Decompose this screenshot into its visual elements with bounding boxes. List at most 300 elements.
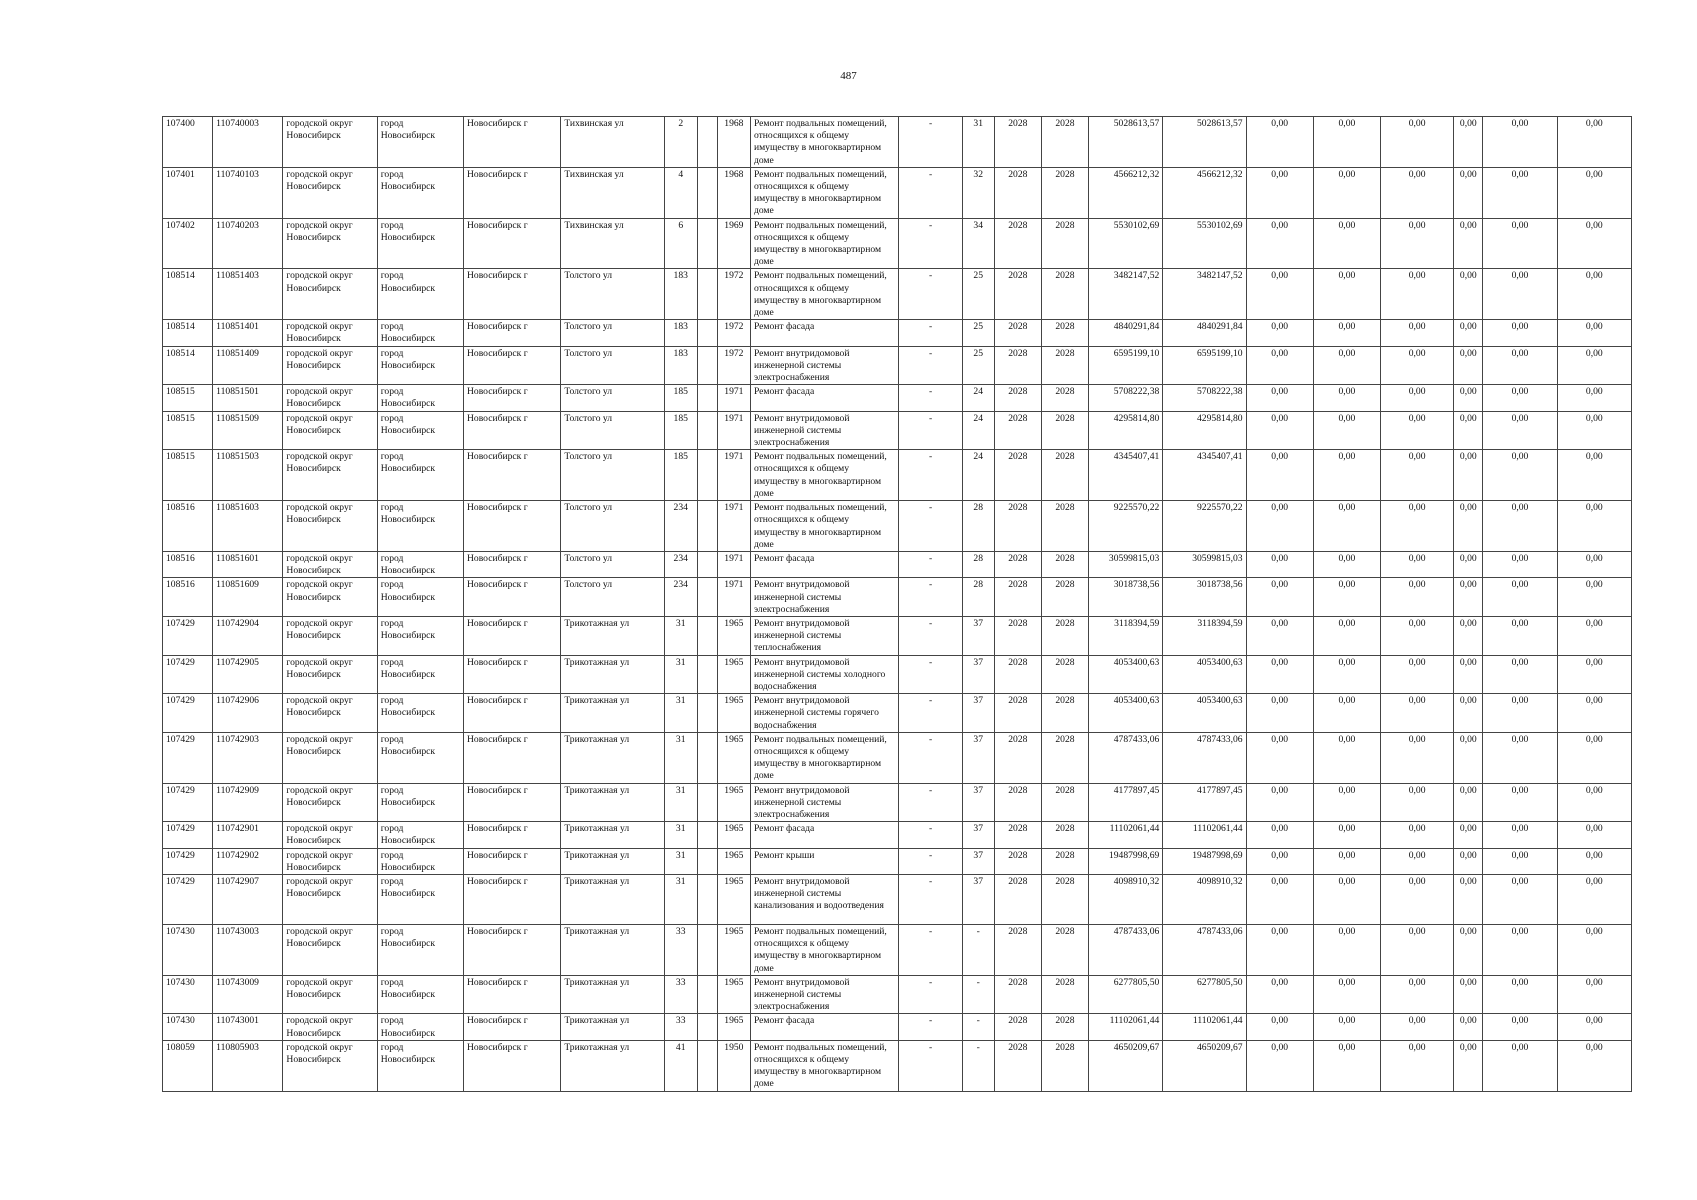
cell-field-b: 37: [962, 848, 994, 874]
cell-cost: 3118394,59: [1089, 616, 1163, 655]
cell-amount-2: 0,00: [1313, 117, 1380, 168]
cell-amount-4: 0,00: [1454, 1014, 1483, 1040]
cell-cost: 30599815,03: [1089, 551, 1163, 577]
cell-build-year: 1965: [717, 616, 750, 655]
cell-work-code: 110742902: [213, 848, 283, 874]
cell-amount-4: 0,00: [1454, 117, 1483, 168]
cell-street: Трикотажная ул: [561, 1040, 664, 1091]
cell-field-a: -: [899, 551, 962, 577]
cell-object-id: 107430: [163, 1014, 213, 1040]
cell-settlement: город Новосибирск: [377, 578, 463, 617]
cell-street: Толстого ул: [561, 385, 664, 411]
cell-total-cost: 3018738,56: [1163, 578, 1246, 617]
cell-amount-3: 0,00: [1381, 848, 1454, 874]
cell-plan-year-end: 2028: [1041, 167, 1088, 218]
cell-amount-1: 0,00: [1246, 501, 1313, 552]
cell-amount-6: 0,00: [1557, 385, 1631, 411]
cell-field-a: -: [899, 385, 962, 411]
cell-field-a: -: [899, 269, 962, 320]
cell-house-number: 33: [664, 975, 697, 1014]
cell-street: Толстого ул: [561, 269, 664, 320]
cell-street: Тихвинская ул: [561, 117, 664, 168]
cell-amount-6: 0,00: [1557, 616, 1631, 655]
cell-field-a: -: [899, 1014, 962, 1040]
cell-work-type: Ремонт внутридомовой инженерной системы теплоснабжения: [750, 616, 899, 655]
cell-district: городской округ Новосибирск: [283, 732, 377, 783]
cell-amount-2: 0,00: [1313, 783, 1380, 822]
cell-city: Новосибирск г: [463, 732, 560, 783]
cell-cost: 4177897,45: [1089, 783, 1163, 822]
table-row: [163, 450, 1632, 501]
cell-total-cost: 5708222,38: [1163, 385, 1246, 411]
cell-plan-year-start: 2028: [994, 450, 1041, 501]
cell-house-number: 185: [664, 411, 697, 450]
cell-field-b: 37: [962, 874, 994, 924]
cell-settlement: город Новосибирск: [377, 1040, 463, 1091]
cell-house-number: 31: [664, 694, 697, 733]
cell-field-b: 37: [962, 694, 994, 733]
cell-city: Новосибирск г: [463, 320, 560, 346]
cell-house-number: 31: [664, 732, 697, 783]
cell-plan-year-start: 2028: [994, 411, 1041, 450]
cell-city: Новосибирск г: [463, 218, 560, 269]
cell-total-cost: 5530102,69: [1163, 218, 1246, 269]
cell-work-code: 110742903: [213, 732, 283, 783]
cell-district: городской округ Новосибирск: [283, 975, 377, 1014]
cell-amount-5: 0,00: [1483, 551, 1557, 577]
cell-settlement: город Новосибирск: [377, 694, 463, 733]
cell-work-code: 110740003: [213, 117, 283, 168]
cell-amount-5: 0,00: [1483, 167, 1557, 218]
cell-object-id: 107429: [163, 874, 213, 924]
cell-build-year: 1965: [717, 924, 750, 975]
cell-amount-4: 0,00: [1454, 848, 1483, 874]
cell-amount-4: 0,00: [1454, 1040, 1483, 1091]
cell-amount-4: 0,00: [1454, 975, 1483, 1014]
cell-cost: 5028613,57: [1089, 117, 1163, 168]
cell-field-a: -: [899, 218, 962, 269]
cell-settlement: город Новосибирск: [377, 269, 463, 320]
cell-total-cost: 5028613,57: [1163, 117, 1246, 168]
cell-settlement: город Новосибирск: [377, 320, 463, 346]
cell-amount-1: 0,00: [1246, 578, 1313, 617]
cell-work-code: 110743001: [213, 1014, 283, 1040]
cell-amount-3: 0,00: [1381, 501, 1454, 552]
cell-work-code: 110851501: [213, 385, 283, 411]
cell-city: Новосибирск г: [463, 1014, 560, 1040]
cell-amount-2: 0,00: [1313, 874, 1380, 924]
cell-cost: 4345407,41: [1089, 450, 1163, 501]
cell-amount-6: 0,00: [1557, 167, 1631, 218]
cell-work-type: Ремонт подвальных помещений, относящихся к общему имуществу в многоквартирном доме: [750, 269, 899, 320]
table-row: [163, 616, 1632, 655]
table-row: [163, 924, 1632, 975]
cell-field-a: -: [899, 117, 962, 168]
cell-amount-3: 0,00: [1381, 551, 1454, 577]
cell-amount-6: 0,00: [1557, 218, 1631, 269]
cell-amount-3: 0,00: [1381, 218, 1454, 269]
cell-total-cost: 19487998,69: [1163, 848, 1246, 874]
cell-amount-5: 0,00: [1483, 320, 1557, 346]
cell-street: Трикотажная ул: [561, 822, 664, 848]
cell-building-letter: [697, 218, 717, 269]
cell-object-id: 107429: [163, 822, 213, 848]
cell-amount-5: 0,00: [1483, 1014, 1557, 1040]
cell-building-letter: [697, 269, 717, 320]
cell-building-letter: [697, 320, 717, 346]
cell-field-a: -: [899, 501, 962, 552]
cell-amount-3: 0,00: [1381, 732, 1454, 783]
cell-amount-1: 0,00: [1246, 655, 1313, 694]
cell-plan-year-end: 2028: [1041, 975, 1088, 1014]
cell-street: Толстого ул: [561, 501, 664, 552]
cell-street: Толстого ул: [561, 551, 664, 577]
cell-field-a: -: [899, 822, 962, 848]
cell-field-a: -: [899, 1040, 962, 1091]
cell-street: Толстого ул: [561, 320, 664, 346]
cell-district: городской округ Новосибирск: [283, 1014, 377, 1040]
cell-amount-6: 0,00: [1557, 411, 1631, 450]
cell-building-letter: [697, 501, 717, 552]
cell-amount-3: 0,00: [1381, 924, 1454, 975]
cell-field-b: 37: [962, 732, 994, 783]
cell-amount-4: 0,00: [1454, 269, 1483, 320]
cell-building-letter: [697, 694, 717, 733]
cell-settlement: город Новосибирск: [377, 874, 463, 924]
cell-amount-5: 0,00: [1483, 848, 1557, 874]
cell-amount-5: 0,00: [1483, 117, 1557, 168]
cell-amount-4: 0,00: [1454, 346, 1483, 385]
cell-street: Трикотажная ул: [561, 616, 664, 655]
cell-building-letter: [697, 1040, 717, 1091]
cell-field-b: 24: [962, 450, 994, 501]
cell-build-year: 1965: [717, 822, 750, 848]
cell-amount-4: 0,00: [1454, 411, 1483, 450]
cell-plan-year-end: 2028: [1041, 411, 1088, 450]
cell-building-letter: [697, 655, 717, 694]
cell-settlement: город Новосибирск: [377, 551, 463, 577]
cell-object-id: 107430: [163, 975, 213, 1014]
cell-house-number: 31: [664, 822, 697, 848]
cell-plan-year-end: 2028: [1041, 783, 1088, 822]
cell-amount-2: 0,00: [1313, 551, 1380, 577]
cell-object-id: 107401: [163, 167, 213, 218]
cell-amount-6: 0,00: [1557, 924, 1631, 975]
cell-amount-2: 0,00: [1313, 346, 1380, 385]
cell-street: Трикотажная ул: [561, 924, 664, 975]
cell-field-b: 25: [962, 269, 994, 320]
cell-amount-2: 0,00: [1313, 218, 1380, 269]
cell-amount-4: 0,00: [1454, 385, 1483, 411]
cell-settlement: город Новосибирск: [377, 411, 463, 450]
cell-cost: 4787433,06: [1089, 732, 1163, 783]
table-row: [163, 578, 1632, 617]
cell-amount-4: 0,00: [1454, 616, 1483, 655]
cell-amount-2: 0,00: [1313, 578, 1380, 617]
cell-object-id: 107400: [163, 117, 213, 168]
cell-build-year: 1971: [717, 551, 750, 577]
cell-district: городской округ Новосибирск: [283, 346, 377, 385]
cell-house-number: 234: [664, 578, 697, 617]
cell-build-year: 1965: [717, 1014, 750, 1040]
cell-field-b: 24: [962, 385, 994, 411]
cell-build-year: 1950: [717, 1040, 750, 1091]
cell-work-type: Ремонт подвальных помещений, относящихся к общему имуществу в многоквартирном доме: [750, 732, 899, 783]
cell-plan-year-start: 2028: [994, 874, 1041, 924]
cell-amount-6: 0,00: [1557, 450, 1631, 501]
cell-amount-5: 0,00: [1483, 924, 1557, 975]
cell-house-number: 31: [664, 874, 697, 924]
cell-amount-2: 0,00: [1313, 655, 1380, 694]
cell-building-letter: [697, 822, 717, 848]
cell-street: Трикотажная ул: [561, 874, 664, 924]
cell-amount-4: 0,00: [1454, 924, 1483, 975]
cell-settlement: город Новосибирск: [377, 501, 463, 552]
cell-build-year: 1972: [717, 320, 750, 346]
cell-cost: 11102061,44: [1089, 822, 1163, 848]
cell-build-year: 1971: [717, 501, 750, 552]
cell-district: городской округ Новосибирск: [283, 501, 377, 552]
cell-amount-6: 0,00: [1557, 346, 1631, 385]
cell-building-letter: [697, 975, 717, 1014]
cell-field-b: 28: [962, 551, 994, 577]
repair-schedule-table: [162, 116, 1632, 1092]
cell-total-cost: 3118394,59: [1163, 616, 1246, 655]
cell-cost: 5708222,38: [1089, 385, 1163, 411]
cell-plan-year-start: 2028: [994, 822, 1041, 848]
cell-field-b: 37: [962, 655, 994, 694]
cell-amount-6: 0,00: [1557, 655, 1631, 694]
cell-amount-3: 0,00: [1381, 385, 1454, 411]
cell-amount-6: 0,00: [1557, 578, 1631, 617]
cell-district: городской округ Новосибирск: [283, 694, 377, 733]
cell-street: Трикотажная ул: [561, 732, 664, 783]
table-row: [163, 167, 1632, 218]
cell-district: городской округ Новосибирск: [283, 218, 377, 269]
cell-amount-5: 0,00: [1483, 218, 1557, 269]
table-row: [163, 732, 1632, 783]
cell-city: Новосибирск г: [463, 385, 560, 411]
cell-district: городской округ Новосибирск: [283, 385, 377, 411]
cell-amount-5: 0,00: [1483, 1040, 1557, 1091]
cell-object-id: 107429: [163, 848, 213, 874]
cell-field-b: 37: [962, 783, 994, 822]
cell-city: Новосибирск г: [463, 167, 560, 218]
cell-amount-5: 0,00: [1483, 822, 1557, 848]
cell-work-code: 110851403: [213, 269, 283, 320]
cell-city: Новосибирск г: [463, 1040, 560, 1091]
cell-object-id: 108515: [163, 450, 213, 501]
cell-building-letter: [697, 578, 717, 617]
cell-amount-3: 0,00: [1381, 450, 1454, 501]
cell-amount-6: 0,00: [1557, 848, 1631, 874]
cell-settlement: город Новосибирск: [377, 450, 463, 501]
cell-total-cost: 4295814,80: [1163, 411, 1246, 450]
cell-district: городской округ Новосибирск: [283, 822, 377, 848]
cell-work-type: Ремонт внутридомовой инженерной системы электроснабжения: [750, 411, 899, 450]
cell-amount-3: 0,00: [1381, 167, 1454, 218]
cell-plan-year-start: 2028: [994, 117, 1041, 168]
table-row: [163, 874, 1632, 924]
cell-city: Новосибирск г: [463, 411, 560, 450]
cell-plan-year-end: 2028: [1041, 874, 1088, 924]
cell-work-code: 110851601: [213, 551, 283, 577]
cell-field-a: -: [899, 346, 962, 385]
cell-cost: 4787433,06: [1089, 924, 1163, 975]
cell-object-id: 108514: [163, 346, 213, 385]
cell-field-b: 28: [962, 501, 994, 552]
cell-build-year: 1965: [717, 848, 750, 874]
cell-field-a: -: [899, 975, 962, 1014]
cell-total-cost: 4345407,41: [1163, 450, 1246, 501]
cell-build-year: 1968: [717, 117, 750, 168]
cell-plan-year-start: 2028: [994, 848, 1041, 874]
cell-plan-year-start: 2028: [994, 578, 1041, 617]
cell-amount-5: 0,00: [1483, 975, 1557, 1014]
cell-amount-2: 0,00: [1313, 1014, 1380, 1040]
cell-field-a: -: [899, 848, 962, 874]
cell-cost: 3018738,56: [1089, 578, 1163, 617]
cell-district: городской округ Новосибирск: [283, 578, 377, 617]
cell-plan-year-start: 2028: [994, 1040, 1041, 1091]
cell-amount-3: 0,00: [1381, 616, 1454, 655]
cell-amount-2: 0,00: [1313, 822, 1380, 848]
cell-build-year: 1971: [717, 411, 750, 450]
cell-amount-5: 0,00: [1483, 694, 1557, 733]
cell-total-cost: 3482147,52: [1163, 269, 1246, 320]
cell-building-letter: [697, 616, 717, 655]
cell-work-code: 110851401: [213, 320, 283, 346]
cell-build-year: 1965: [717, 694, 750, 733]
cell-amount-1: 0,00: [1246, 551, 1313, 577]
cell-building-letter: [697, 117, 717, 168]
cell-plan-year-end: 2028: [1041, 732, 1088, 783]
cell-work-code: 110851509: [213, 411, 283, 450]
cell-work-code: 110742907: [213, 874, 283, 924]
cell-cost: 9225570,22: [1089, 501, 1163, 552]
cell-amount-4: 0,00: [1454, 551, 1483, 577]
cell-amount-4: 0,00: [1454, 501, 1483, 552]
cell-settlement: город Новосибирск: [377, 117, 463, 168]
cell-plan-year-end: 2028: [1041, 822, 1088, 848]
cell-amount-6: 0,00: [1557, 501, 1631, 552]
cell-plan-year-start: 2028: [994, 385, 1041, 411]
cell-amount-3: 0,00: [1381, 117, 1454, 168]
cell-city: Новосибирск г: [463, 655, 560, 694]
cell-amount-6: 0,00: [1557, 732, 1631, 783]
cell-house-number: 183: [664, 269, 697, 320]
table-row: [163, 501, 1632, 552]
cell-building-letter: [697, 848, 717, 874]
cell-total-cost: 4840291,84: [1163, 320, 1246, 346]
cell-object-id: 108515: [163, 411, 213, 450]
cell-work-type: Ремонт фасада: [750, 320, 899, 346]
cell-house-number: 41: [664, 1040, 697, 1091]
cell-plan-year-start: 2028: [994, 320, 1041, 346]
cell-amount-2: 0,00: [1313, 1040, 1380, 1091]
cell-amount-3: 0,00: [1381, 346, 1454, 385]
cell-building-letter: [697, 1014, 717, 1040]
cell-work-type: Ремонт внутридомовой инженерной системы электроснабжения: [750, 578, 899, 617]
cell-work-code: 110851609: [213, 578, 283, 617]
cell-plan-year-start: 2028: [994, 269, 1041, 320]
cell-field-a: -: [899, 578, 962, 617]
cell-district: городской округ Новосибирск: [283, 411, 377, 450]
cell-amount-1: 0,00: [1246, 616, 1313, 655]
cell-amount-5: 0,00: [1483, 874, 1557, 924]
cell-work-code: 110742909: [213, 783, 283, 822]
cell-amount-1: 0,00: [1246, 924, 1313, 975]
cell-house-number: 33: [664, 1014, 697, 1040]
cell-amount-1: 0,00: [1246, 218, 1313, 269]
cell-amount-4: 0,00: [1454, 167, 1483, 218]
cell-amount-2: 0,00: [1313, 924, 1380, 975]
cell-cost: 4295814,80: [1089, 411, 1163, 450]
cell-settlement: город Новосибирск: [377, 848, 463, 874]
cell-amount-2: 0,00: [1313, 975, 1380, 1014]
cell-street: Трикотажная ул: [561, 694, 664, 733]
cell-build-year: 1971: [717, 450, 750, 501]
cell-plan-year-end: 2028: [1041, 551, 1088, 577]
cell-building-letter: [697, 783, 717, 822]
cell-settlement: город Новосибирск: [377, 167, 463, 218]
cell-amount-6: 0,00: [1557, 1014, 1631, 1040]
cell-plan-year-end: 2028: [1041, 346, 1088, 385]
cell-plan-year-end: 2028: [1041, 320, 1088, 346]
cell-plan-year-end: 2028: [1041, 450, 1088, 501]
cell-district: городской округ Новосибирск: [283, 450, 377, 501]
cell-city: Новосибирск г: [463, 694, 560, 733]
cell-work-type: Ремонт подвальных помещений, относящихся к общему имуществу в многоквартирном доме: [750, 218, 899, 269]
cell-work-code: 110743009: [213, 975, 283, 1014]
cell-field-b: 32: [962, 167, 994, 218]
cell-total-cost: 4650209,67: [1163, 1040, 1246, 1091]
cell-amount-6: 0,00: [1557, 975, 1631, 1014]
cell-amount-1: 0,00: [1246, 411, 1313, 450]
cell-cost: 4840291,84: [1089, 320, 1163, 346]
cell-field-b: 34: [962, 218, 994, 269]
cell-plan-year-end: 2028: [1041, 501, 1088, 552]
cell-total-cost: 4053400,63: [1163, 694, 1246, 733]
cell-cost: 4650209,67: [1089, 1040, 1163, 1091]
cell-house-number: 185: [664, 450, 697, 501]
cell-object-id: 108516: [163, 501, 213, 552]
table-row: [163, 1040, 1632, 1091]
table-row: [163, 411, 1632, 450]
table-row: [163, 117, 1632, 168]
table-row: [163, 975, 1632, 1014]
cell-amount-6: 0,00: [1557, 551, 1631, 577]
table-row: [163, 822, 1632, 848]
cell-total-cost: 4177897,45: [1163, 783, 1246, 822]
cell-build-year: 1965: [717, 732, 750, 783]
cell-work-code: 110851409: [213, 346, 283, 385]
cell-cost: 4098910,32: [1089, 874, 1163, 924]
cell-building-letter: [697, 346, 717, 385]
cell-work-type: Ремонт фасада: [750, 385, 899, 411]
cell-field-a: -: [899, 320, 962, 346]
cell-total-cost: 4787433,06: [1163, 732, 1246, 783]
cell-object-id: 107429: [163, 616, 213, 655]
cell-build-year: 1965: [717, 975, 750, 1014]
cell-amount-5: 0,00: [1483, 269, 1557, 320]
cell-amount-6: 0,00: [1557, 783, 1631, 822]
cell-house-number: 183: [664, 346, 697, 385]
cell-city: Новосибирск г: [463, 501, 560, 552]
cell-amount-2: 0,00: [1313, 385, 1380, 411]
cell-total-cost: 30599815,03: [1163, 551, 1246, 577]
cell-amount-3: 0,00: [1381, 975, 1454, 1014]
